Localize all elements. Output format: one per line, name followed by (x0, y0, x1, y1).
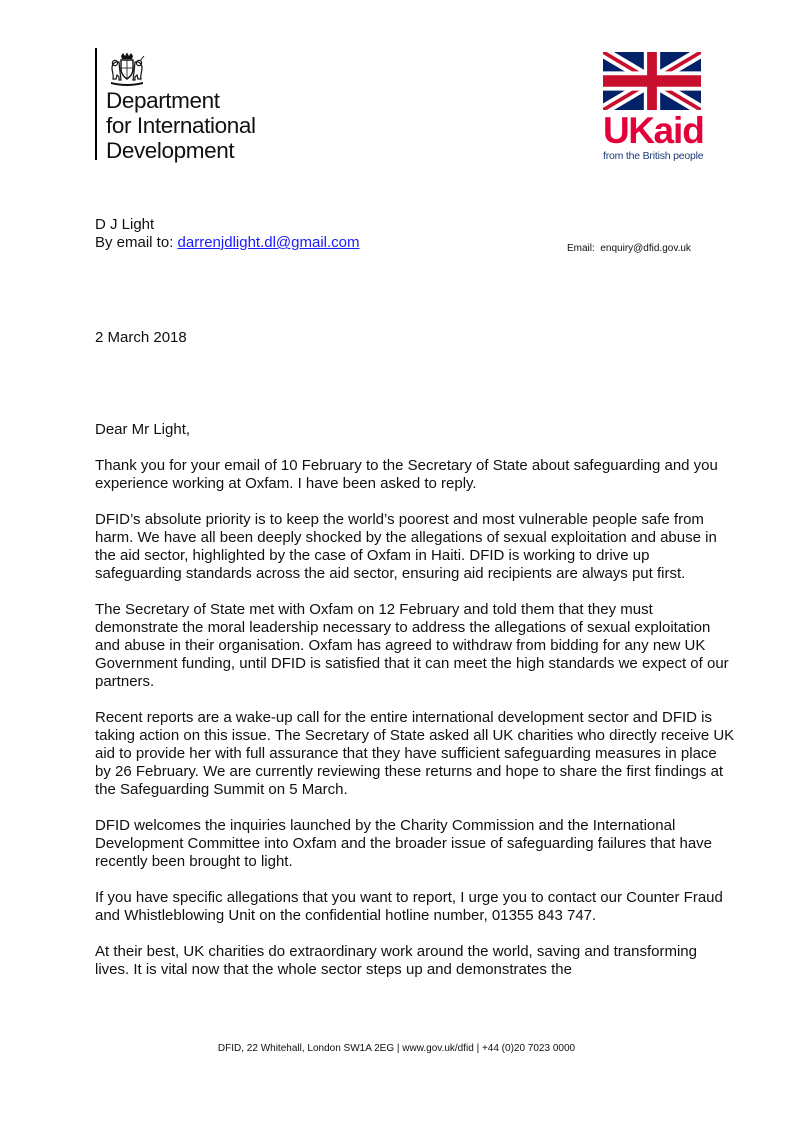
ukaid-tagline: from the British people (603, 150, 704, 162)
department-name-line-3: Development (106, 138, 235, 163)
recipient-block (95, 216, 360, 252)
recipient-email-prefix: By email to: (95, 234, 178, 251)
body-paragraph: The Secretary of State met with Oxfam on 12 February and told them that they must demonstrate the moral leadership necessary to address the allegations of sexual exploitation and abuse in their organisation. Oxfam has agreed to withdraw from bidding for any new UK Government funding, until DFID is satisfied that it can meet the high standards we expect of our partners. (95, 601, 729, 690)
recipient-name: D J Light (95, 216, 155, 233)
body-paragraph: If you have specific allegations that you want to report, I urge you to contact our Counter Fraud and Whistleblowing Unit on the confidential hotline number, 01355 843 747. (95, 889, 723, 924)
department-name-line-2: for International (106, 113, 256, 138)
body-paragraph: DFID welcomes the inquiries launched by the Charity Commission and the International Development Committee into Oxfam and the broader issue of safeguarding failures that have recently been brought to light. (95, 817, 713, 870)
letter-date: 2 March 2018 (95, 329, 187, 346)
recipient-email-line (95, 234, 360, 252)
ukaid-logo-aid: aid (653, 110, 704, 151)
body-paragraph: Thank you for your email of 10 February to the Secretary of State about safeguarding and you experience working at Oxfam. I have been asked to reply. (95, 457, 718, 492)
letterhead-divider (95, 48, 97, 160)
sender-email-label: Email: (567, 243, 595, 254)
page-footer: DFID, 22 Whitehall, London SW1A 2EG | www.gov.uk/dfid | +44 (0)20 7023 0000 (217, 1043, 576, 1054)
recipient-email-link[interactable]: darrenjdlight.dl@gmail.com (177, 234, 360, 251)
body-paragraph: Recent reports are a wake-up call for the entire international development sector and DFID is taking action on this issue. The Secretary of State asked all UK charities who directly receive UK aid to provide her with full assurance that they have sufficient safeguarding measures in place by 26 February. We are currently reviewing these returns and hope to share the first findings at the Safeguarding Summit on 5 March. (95, 709, 735, 798)
union-flag-icon (603, 52, 701, 110)
body-paragraph: At their best, UK charities do extraordinary work around the world, saving and transforming lives. It is vital now that the whole sector steps up and demonstrates the (95, 943, 697, 978)
ukaid-logo (603, 112, 704, 150)
department-name-line-1: Department (106, 88, 220, 113)
ukaid-logo-uk: UK (603, 110, 654, 151)
letter-body (95, 457, 735, 979)
sender-email (567, 243, 691, 254)
royal-coat-of-arms-icon (107, 52, 147, 86)
body-paragraph: DFID’s absolute priority is to keep the world’s poorest and most vulnerable people safe from harm. We have all been deeply shocked by the allegations of sexual exploitation and abuse in the aid sector, highlighted by the case of Oxfam in Haiti. DFID is working to drive up safeguarding standards across the aid sector, ensuring aid recipients are always put first. (95, 511, 717, 582)
department-name (106, 88, 256, 163)
sender-email-address: enquiry@dfid.gov.uk (600, 243, 691, 254)
salutation: Dear Mr Light, (95, 421, 191, 438)
